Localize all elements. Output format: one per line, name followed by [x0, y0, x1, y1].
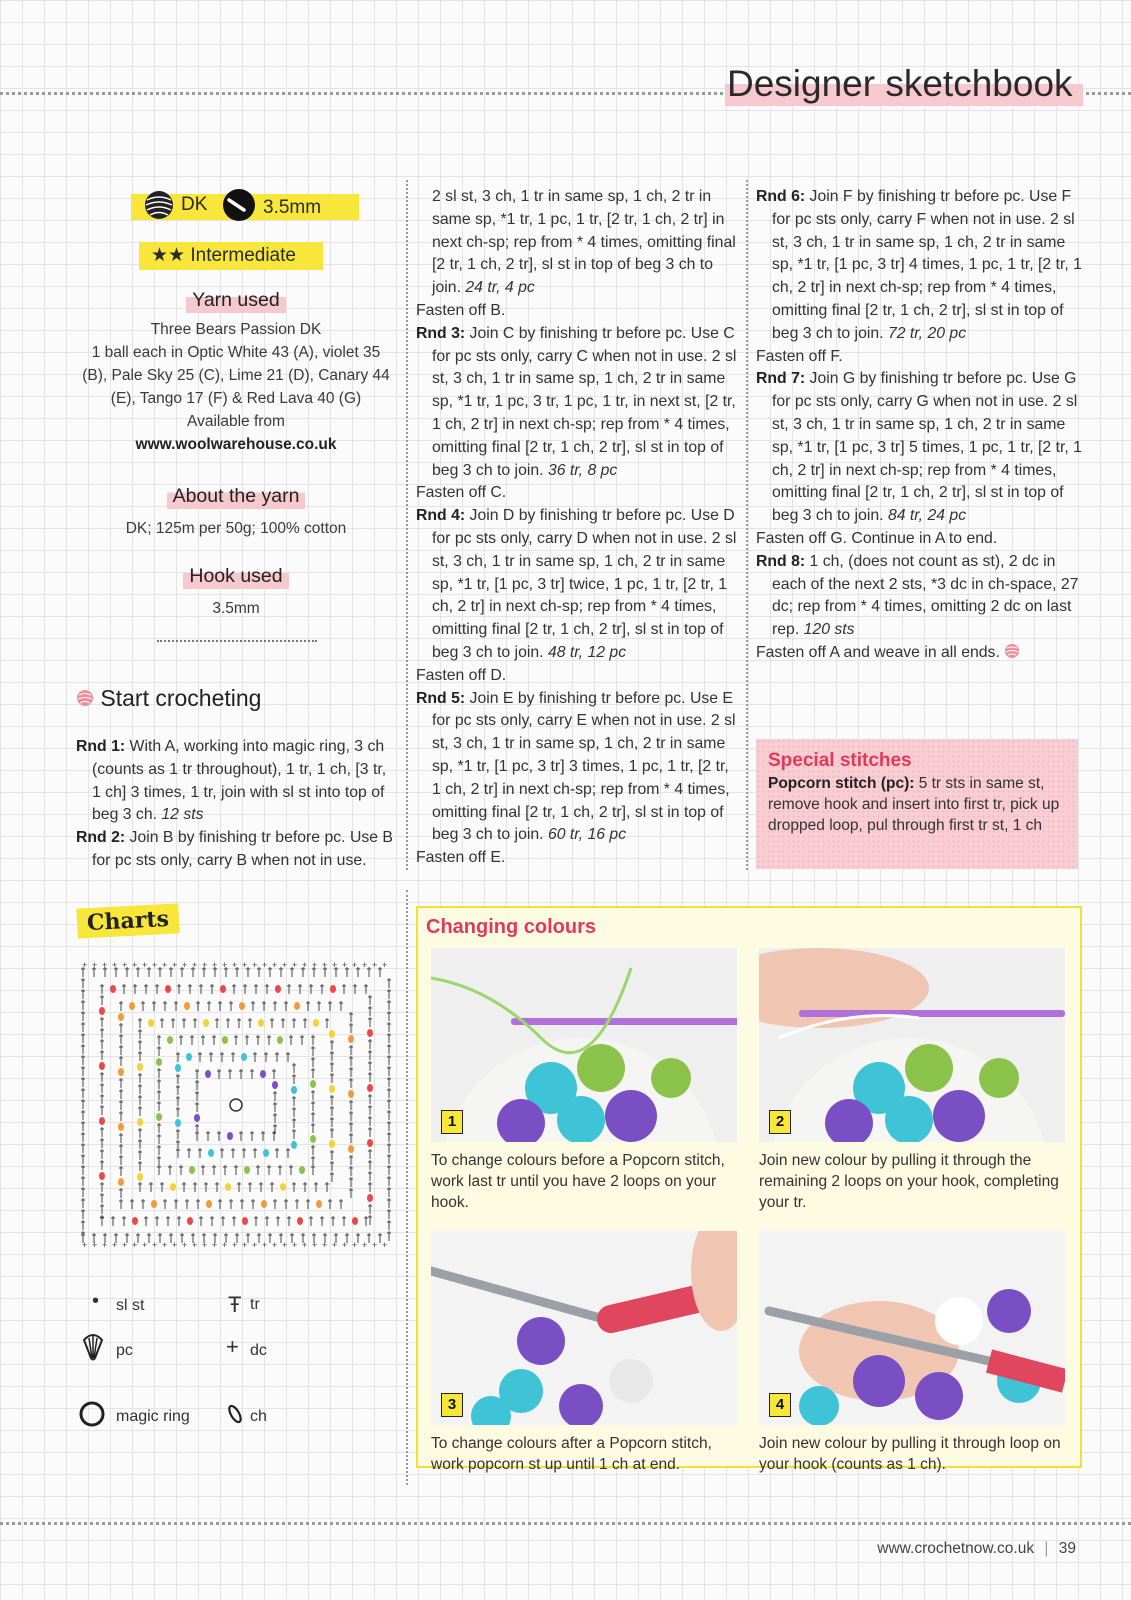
yarn-line: Three Bears Passion DK: [150, 321, 322, 338]
svg-text:+: +: [222, 1240, 228, 1250]
legend-ch: ch: [250, 1408, 267, 1425]
svg-text:+: +: [222, 960, 228, 970]
changing-colours-heading: Changing colours: [426, 916, 596, 938]
svg-text:+: +: [112, 960, 118, 970]
fasten-off: Fasten off A and weave in all ends.: [756, 642, 1082, 665]
about-yarn-text: DK; 125m per 50g; 100% cotton: [125, 520, 347, 537]
svg-text:+: +: [112, 1240, 118, 1250]
svg-text:+: +: [292, 1240, 298, 1250]
weight-tag: [131, 188, 363, 222]
step-caption-3: To change colours after a Popcorn stitch, work popcorn st up until 1 ch at end.: [431, 1435, 712, 1473]
legend-dc: dc: [250, 1342, 267, 1359]
chart-legend: [78, 1290, 318, 1425]
fasten-off: Fasten off E.: [416, 849, 506, 867]
page-title: Designer sketchbook: [725, 62, 1083, 106]
charts-heading: Charts: [76, 903, 179, 938]
changing-colours-box: [416, 906, 1082, 1473]
svg-text:+: +: [382, 960, 388, 970]
round-4: Rnd 4: Join D by finishing tr before pc. Use D for pc sts only, carry D when not in use. 2 sl st, 3 ch, 1 tr in same sp, 1 ch, 2 tr in same sp, *1 tr, [1 pc, 3 tr] twice, 1 pc, 1 tr, [2 tr, 1 ch, 2 tr] in next ch-sp; rep from * 4 times, omitting final [2 tr, 1 ch, 2 tr], sl st in top of beg 3 ch to join. 48 tr, 12 pc: [416, 507, 737, 661]
svg-text:+: +: [182, 1240, 188, 1250]
step-photo-1: [431, 948, 737, 1142]
svg-text:+: +: [282, 960, 288, 970]
chain-symbol-icon: [226, 1402, 244, 1426]
svg-text:+: +: [252, 960, 258, 970]
svg-text:+: +: [342, 1240, 348, 1250]
legend-tr: tr: [250, 1296, 260, 1313]
svg-text:+: +: [162, 1240, 168, 1250]
special-stitches-heading: Special stitches: [768, 750, 912, 771]
svg-text:+: +: [142, 1240, 148, 1250]
hook-used-section: [78, 564, 394, 620]
yarn-line: (B), Pale Sky 25 (C), Lime 21 (D), Canary 44: [82, 367, 390, 384]
svg-text:+: +: [82, 960, 88, 970]
fasten-off: Fasten off D.: [416, 666, 507, 684]
hook-size: 3.5mm: [263, 197, 322, 218]
svg-text:+: +: [202, 1240, 208, 1250]
section-divider: [157, 640, 317, 642]
yarn-ball-icon: [76, 689, 94, 707]
fasten-off: Fasten off F.: [756, 347, 843, 365]
svg-text:+: +: [192, 960, 198, 970]
yarn-line: Available from: [187, 413, 285, 430]
step-photo-4: [759, 1231, 1065, 1425]
round-3: Rnd 3: Join C by finishing tr before pc. Use C for pc sts only, carry C when not in use. 2 sl st, 3 ch, 1 tr in same sp, 1 ch, 2 tr in same sp, *1 tr, 1 pc, 3 tr, 1 pc, 1 tr, in next st, [2 tr, 1 ch, 2 tr] in next ch-sp; rep from * 4 times, omitting final [2 tr, 1 ch, 2 tr], sl st in top of beg 3 ch to join. 36 tr, 8 pc: [416, 324, 737, 479]
treble-symbol-icon: Ŧ: [228, 1292, 242, 1317]
svg-text:+: +: [82, 1240, 88, 1250]
weight-label: DK: [181, 194, 208, 215]
column-divider: [406, 180, 408, 870]
svg-text:+: +: [322, 1240, 328, 1250]
step-number: 2: [769, 1110, 791, 1134]
footer-url[interactable]: www.crochetnow.co.uk: [877, 1540, 1035, 1557]
step-photo-3: [431, 1231, 737, 1425]
svg-text:+: +: [312, 960, 318, 970]
svg-text:+: +: [302, 960, 308, 970]
svg-text:+: +: [92, 960, 98, 970]
supplier-link[interactable]: www.woolwarehouse.co.uk: [135, 436, 337, 453]
svg-text:+: +: [152, 960, 158, 970]
start-heading-label: Start crocheting: [100, 685, 262, 711]
svg-text:+: +: [172, 1240, 178, 1250]
svg-text:+: +: [122, 960, 128, 970]
step-caption-1: To change colours before a Popcorn stitch, work last tr until you have 2 loops on your hook.: [431, 1152, 725, 1211]
column-divider: [406, 890, 408, 1485]
svg-text:+: +: [292, 960, 298, 970]
svg-text:+: +: [372, 1240, 378, 1250]
svg-text:+: +: [242, 1240, 248, 1250]
round-8: Rnd 8: 1 ch, (does not count as st), 2 dc in each of the next 2 sts, *3 dc in ch-space, 27 dc; rep from * 4 times, omitting 2 dc on last rep. 120 sts: [756, 552, 1079, 639]
svg-text:+: +: [142, 960, 148, 970]
about-yarn-heading: About the yarn: [167, 484, 306, 509]
round-6: Rnd 6: Join F by finishing tr before pc. Use F for pc sts only, carry F when not in use. 2 sl st, 3 ch, 1 tr in same sp, 1 ch, 2 tr in same sp, *1 tr, [1 pc, 3 tr] 4 times, 1 pc, 1 tr, [2 tr, 1 ch, 2 tr] in next ch-sp; rep from * 4 times, omitting final [2 tr, 1 ch, 2 tr], sl st in top of beg 3 ch to join. 72 tr, 20 pc: [756, 188, 1082, 342]
round-5: Rnd 5: Join E by finishing tr before pc. Use E for pc sts only, carry E when not in use. 2 sl st, 3 ch, 1 tr in same sp, 1 ch, 2 tr in same sp, *1 tr, [1 pc, 3 tr] 3 times, 1 pc, 1 tr, [2 tr, 1 ch, 2 tr] in next ch-sp; rep from * 4 times, omitting final [2 tr, 1 ch, 2 tr], sl st in top of beg 3 ch to join. 60 tr, 16 pc: [416, 689, 736, 844]
svg-text:+: +: [262, 960, 268, 970]
svg-text:+: +: [102, 960, 108, 970]
svg-text:+: +: [232, 1240, 238, 1250]
svg-text:+: +: [332, 1240, 338, 1250]
svg-text:+: +: [272, 960, 278, 970]
step-number: 4: [769, 1393, 791, 1417]
hook-icon: [222, 188, 256, 222]
yarn-used-section: [78, 288, 394, 456]
svg-text:+: +: [282, 1240, 288, 1250]
special-stitches-box: [756, 739, 1078, 869]
svg-text:+: +: [92, 1240, 98, 1250]
svg-text:+: +: [272, 1240, 278, 1250]
step-number: 1: [441, 1110, 463, 1134]
legend-sl-st: sl st: [116, 1297, 145, 1314]
pattern-column-2: [416, 186, 738, 870]
svg-text:+: +: [302, 1240, 308, 1250]
level-label: ★★ Intermediate: [151, 245, 296, 266]
bottom-rule: [0, 1522, 1131, 1525]
popcorn-symbol-icon: [81, 1332, 105, 1362]
double-crochet-symbol-icon: +: [226, 1334, 239, 1359]
round-7: Rnd 7: Join G by finishing tr before pc. Use G for pc sts only, carry G when not in use. 2 sl st, 3 ch, 1 tr in same sp, 1 ch, 2 tr in same sp, *1 tr, [1 pc, 3 tr] 5 times, 1 pc, 1 tr, [2 tr, 1 ch, 2 tr] in next ch-sp; rep from * 4 times, omitting final [2 tr, 1 ch, 2 tr], sl st in top of beg 3 ch to join. 84 tr, 24 pc: [756, 370, 1082, 525]
fasten-off: Fasten off G. Continue in A to end.: [756, 529, 998, 547]
round-1: Rnd 1: With A, working into magic ring, 3 ch (counts as 1 tr throughout), 1 tr, 1 ch, [3 tr, 1 ch] 3 times, 1 tr, join with sl st into top of beg 3 ch. 12 sts: [76, 738, 387, 824]
svg-text:+: +: [232, 960, 238, 970]
yarn-ball-icon: [1004, 643, 1020, 659]
svg-text:+: +: [352, 960, 358, 970]
svg-text:+: +: [362, 1240, 368, 1250]
svg-text:+: +: [132, 960, 138, 970]
yarn-line: (E), Tango 17 (F) & Red Lava 40 (G): [110, 390, 362, 407]
svg-text:+: +: [152, 1240, 158, 1250]
yarn-ball-icon: [141, 188, 177, 222]
svg-text:+: +: [352, 1240, 358, 1250]
hook-used-text: 3.5mm: [212, 600, 260, 617]
svg-text:+: +: [252, 1240, 258, 1250]
svg-text:+: +: [242, 960, 248, 970]
start-instructions: [76, 736, 398, 873]
svg-text:+: +: [202, 960, 208, 970]
page-number: 39: [1058, 1540, 1076, 1557]
svg-text:+: +: [332, 960, 338, 970]
fasten-off: Fasten off C.: [416, 484, 507, 502]
svg-text:+: +: [382, 1240, 388, 1250]
crochet-chart: [78, 960, 394, 1250]
svg-text:+: +: [262, 1240, 268, 1250]
footer: www.crochetnow.co.uk | 39: [877, 1540, 1076, 1557]
svg-text:+: +: [212, 960, 218, 970]
step-photo-2: [759, 948, 1065, 1142]
slip-stitch-symbol-icon: •: [92, 1290, 100, 1312]
legend-magic-ring: magic ring: [116, 1408, 190, 1425]
svg-text:+: +: [122, 1240, 128, 1250]
svg-text:+: +: [362, 960, 368, 970]
svg-text:+: +: [372, 960, 378, 970]
step-caption-2: Join new colour by pulling it through the remaining 2 loops on your hook, completing your tr.: [759, 1152, 1059, 1211]
svg-text:+: +: [182, 960, 188, 970]
svg-text:+: +: [162, 960, 168, 970]
column-divider: [746, 180, 748, 870]
yarn-used-heading: Yarn used: [186, 288, 285, 313]
svg-text:+: +: [172, 960, 178, 970]
svg-text:+: +: [322, 960, 328, 970]
magic-ring-symbol-icon: [78, 1400, 106, 1428]
yarn-line: 1 ball each in Optic White 43 (A), violet 35: [91, 344, 381, 361]
svg-text:+: +: [102, 1240, 108, 1250]
svg-text:+: +: [342, 960, 348, 970]
step-caption-4: Join new colour by pulling it through loop on your hook (counts as 1 ch).: [759, 1435, 1061, 1473]
start-heading: [76, 685, 261, 712]
popcorn-stitch-definition: Popcorn stitch (pc): 5 tr sts in same st, remove hook and insert into first tr, pick up dropped loop, pul through first tr st, 1 ch: [768, 775, 1060, 834]
round-2: Rnd 2: Join B by finishing tr before pc. Use B for pc sts only, carry B when not in use.: [76, 829, 393, 869]
pattern-column-3: [756, 186, 1082, 665]
legend-pc: pc: [116, 1342, 133, 1359]
step-number: 3: [441, 1393, 463, 1417]
level-tag: [139, 242, 323, 270]
round-2-continued: 2 sl st, 3 ch, 1 tr in same sp, 1 ch, 2 tr in same sp, *1 tr, 1 pc, 1 tr, [2 tr, 1 ch, 2 tr] in next ch-sp; rep from * 4 times, omitting final [2 tr, 1 ch, 2 tr], sl st in top of beg 3 ch to join. 24 tr, 4 pc: [432, 188, 736, 297]
svg-text:+: +: [312, 1240, 318, 1250]
svg-text:+: +: [192, 1240, 198, 1250]
hook-used-heading: Hook used: [183, 564, 288, 589]
about-yarn-section: [78, 484, 394, 540]
svg-text:+: +: [212, 1240, 218, 1250]
fasten-off: Fasten off B.: [416, 301, 506, 319]
svg-text:+: +: [132, 1240, 138, 1250]
